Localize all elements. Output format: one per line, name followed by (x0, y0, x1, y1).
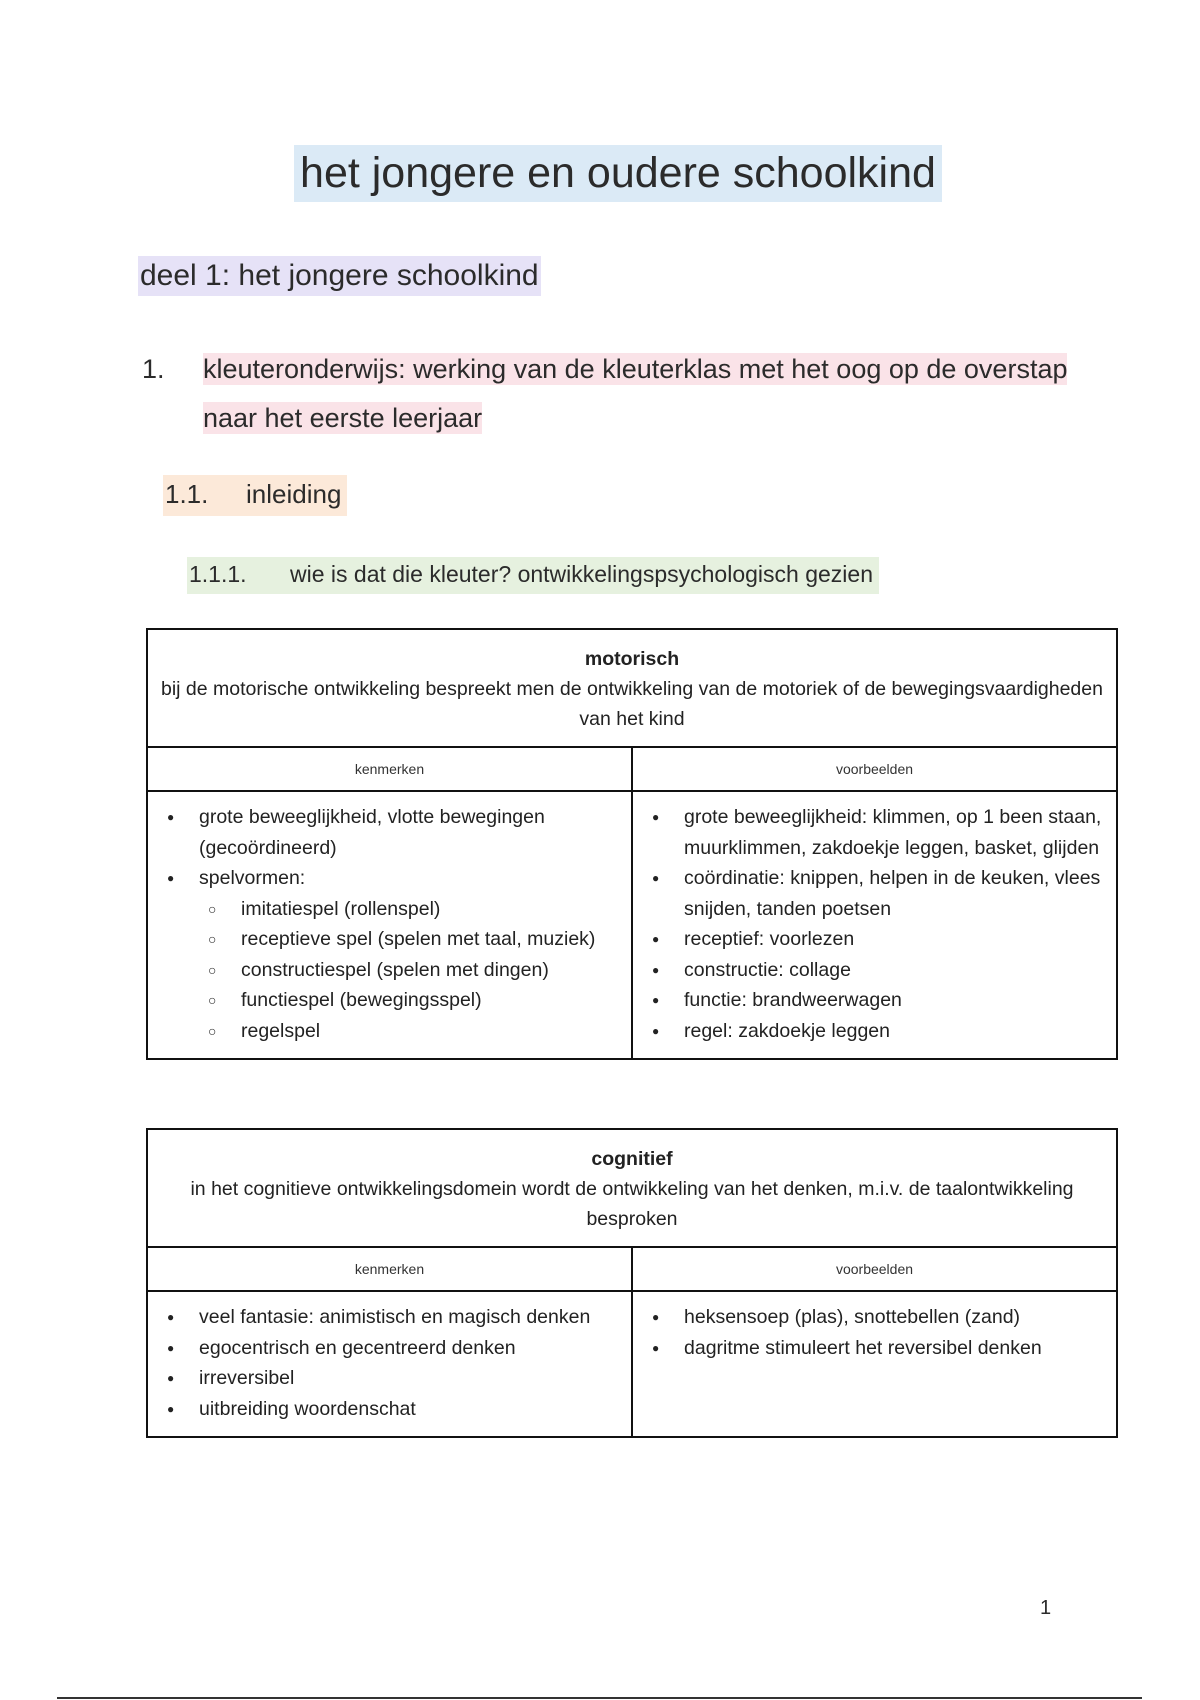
list-item: ● grote beweeglijkheid, vlotte bewegingen (gecoördineerd) (154, 802, 625, 863)
list-item: ● uitbreiding woordenschat (154, 1394, 625, 1425)
list-item (154, 863, 625, 1046)
table-header (147, 1129, 1117, 1247)
subsubsection-number: 1.1.1. (189, 561, 247, 587)
list-item: ● receptief: voorlezen (639, 924, 1110, 955)
section-number: 1. (142, 354, 165, 384)
sublist-item: ○ regelspel (198, 1016, 625, 1047)
list-item: ● dagritme stimuleert het reversibel denken (639, 1333, 1110, 1364)
list-item: ● irreversibel (154, 1363, 625, 1394)
kenmerken-cell (147, 1291, 632, 1437)
table-heading: cognitief (591, 1148, 673, 1170)
section-text: kleuteronderwijs: werking van de kleuterklas met het oog op de overstap naar het eerste leerjaar (203, 354, 1068, 433)
column-header-kenmerken: kenmerken (147, 1247, 632, 1291)
subsubsection-heading (187, 557, 879, 594)
list-item: ● coördinatie: knippen, helpen in de keuken, vlees snijden, tanden poetsen (639, 863, 1110, 924)
list-item: ● functie: brandweerwagen (639, 985, 1110, 1016)
list-item: ● egocentrisch en gecentreerd denken (154, 1333, 625, 1364)
subsubsection-text: wie is dat die kleuter? ontwikkelingspsychologisch gezien (290, 561, 873, 587)
sublist-item: ○ receptieve spel (spelen met taal, muziek) (198, 924, 625, 955)
part-heading: deel 1: het jongere schoolkind (138, 256, 541, 296)
table-cognitief (146, 1128, 1118, 1438)
list-item: ● heksensoep (plas), snottebellen (zand) (639, 1302, 1110, 1333)
list-item: ● constructie: collage (639, 955, 1110, 986)
document-title: het jongere en oudere schoolkind (0, 145, 1200, 202)
list-item-label: spelvormen: (199, 867, 306, 889)
section-heading (142, 345, 1072, 443)
table-heading: motorisch (584, 648, 680, 670)
sublist-item: ○ functiespel (bewegingsspel) (198, 985, 625, 1016)
list-item: ● regel: zakdoekje leggen (639, 1016, 1110, 1047)
table-description: in het cognitieve ontwikkelingsdomein wordt de ontwikkeling van het denken, m.i.v. de taalontwikkeling besproken (190, 1178, 1074, 1230)
list-item: ● veel fantasie: animistisch en magisch denken (154, 1302, 625, 1333)
subsection-text: inleiding (246, 479, 342, 509)
table-header (147, 629, 1117, 747)
page-number: 1 (1040, 1597, 1052, 1619)
table-description: bij de motorische ontwikkeling bespreekt men de ontwikkeling van de motoriek of de bewegingsvaardigheden van het kind (161, 678, 1103, 730)
subsection-heading (163, 475, 347, 516)
footer-divider (57, 1697, 1142, 1699)
column-header-voorbeelden: voorbeelden (632, 1247, 1117, 1291)
subsection-number: 1.1. (165, 479, 209, 509)
sublist-item: ○ constructiespel (spelen met dingen) (198, 955, 625, 986)
sublist-item: ○ imitatiespel (rollenspel) (198, 894, 625, 925)
column-header-voorbeelden: voorbeelden (632, 747, 1117, 791)
table-motorisch (146, 628, 1118, 1060)
column-header-kenmerken: kenmerken (147, 747, 632, 791)
list-item: ● grote beweeglijkheid: klimmen, op 1 been staan, muurklimmen, zakdoekje leggen, basket, glijden (639, 802, 1110, 863)
voorbeelden-cell (632, 1291, 1117, 1437)
kenmerken-cell (147, 791, 632, 1059)
voorbeelden-cell (632, 791, 1117, 1059)
spelvormen-sublist (198, 894, 625, 1047)
